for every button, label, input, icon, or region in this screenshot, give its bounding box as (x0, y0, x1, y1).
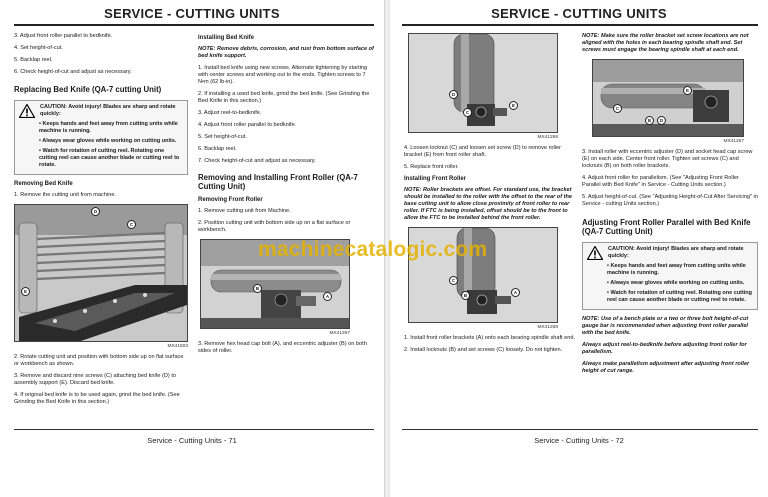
right-column-2 (582, 33, 758, 380)
step: 3. Adjust front roller parallel to bedknife. (14, 33, 113, 39)
title-rule (402, 24, 758, 26)
step: 4. Loosen locknut (C) and loosen set screw (D) to remove roller bracket (E) from front roller shaft. (404, 145, 562, 158)
note: NOTE: Make sure the roller bracket set screw locations are not aligned with the holes in each bearing spindle shaft end. Set screws must engage the bearing spindle shaft at each end. (582, 33, 749, 53)
callout-e: E (683, 86, 692, 95)
caution-bullet: • Keeps hands and feet away from cutting units while machine is running. (39, 121, 178, 134)
step: 6. Backlap reel. (198, 146, 237, 152)
caution-box (14, 100, 188, 175)
figure-bed-knife (14, 204, 188, 342)
caution-bullet: • Watch for rotation of cutting reel. Rotating one cutting reel can cause another blade or cutting reel to rotate. (39, 148, 180, 168)
figure-eccentric-adjuster (592, 59, 744, 137)
figure-illustration (593, 60, 744, 137)
section-heading: Replacing Bed Knife (QA-7 cutting Unit) (14, 85, 162, 94)
callout-c: C (449, 276, 458, 285)
sub-heading: Installing Bed Knife (198, 35, 255, 41)
warning-triangle-icon (19, 104, 35, 118)
footer-rule (402, 429, 758, 430)
figure-id: MX41267 (329, 331, 350, 336)
sub-heading: Installing Front Roller (404, 176, 467, 182)
section-heading: Adjusting Front Roller Parallel with Bed Knife (QA-7 Cutting Unit) (582, 218, 751, 236)
title-rule (14, 24, 374, 26)
step: 2. If installing a used bed knife, grind the bed knife. (See Grinding the Bed Knife in this section.) (198, 91, 370, 104)
step: 4. Adjust front roller for parallelism. (See "Adjusting Front Roller Parallel with Bed Knife" in Service - Cutting Units section.) (582, 175, 739, 188)
note: NOTE: Roller brackets are offset. For standard use, the bracket should be installed to the roller with the offset to the rear of the base cutting unit to allow close proximity of front roller to rear roller. If FTC is being installed, offset should be to the front to allow the FTC to be installed behind the front roller. (404, 187, 573, 221)
callout-b: B (461, 291, 470, 300)
callout-c: C (127, 220, 136, 229)
step: 3. Remove hex head cap bolt (A), and eccentric adjuster (B) on both sides of roller. (198, 341, 367, 354)
callout-a: A (323, 292, 332, 301)
step: 3. Remove and discard nine screws (C) attaching bed knife (D) to assembly support (E). Discard bed knife. (14, 373, 176, 386)
callout-d: D (91, 207, 100, 216)
note: NOTE: Use of a bench plate or a two or three bolt height-of-cut gauge bar is recommended when adjusting front roller parallel with the bed knife. (582, 316, 749, 336)
step: 5. Set height-of-cut. (198, 134, 247, 140)
callout-e: E (509, 101, 518, 110)
warning-triangle-icon (587, 246, 603, 260)
caution-box (582, 242, 758, 310)
section-heading: Removing and Installing Front Roller (QA-7 Cutting Unit) (198, 173, 358, 191)
figure-illustration (15, 205, 188, 342)
left-column-1 (14, 33, 188, 411)
step: 1. Install front roller brackets (A) onto each bearing spindle shaft end. (404, 335, 576, 341)
step: 1. Remove cutting unit from Machine. (198, 208, 291, 214)
caution-head: CAUTION: Avoid injury! Blades are sharp and rotate quickly: (40, 104, 176, 117)
caution-bullet: • Always wear gloves while working on cutting units. (607, 280, 745, 286)
sub-heading: Removing Front Roller (198, 197, 263, 203)
step: 4. Set height-of-cut. (14, 45, 63, 51)
caution-bullet: • Watch for rotation of cutting reel. Rotating one cutting reel can cause another blade or cutting reel to rotate. (607, 290, 753, 303)
callout-b: B (645, 116, 654, 125)
figure-id: MX41268 (537, 135, 558, 140)
step: 3. Adjust reel-to-bedknife. (198, 110, 262, 116)
callout-e: E (21, 287, 30, 296)
step: 1. Remove the cutting unit from machine. (14, 192, 116, 198)
footer-rule (14, 429, 374, 430)
figure-id: MX41503 (167, 344, 188, 349)
step: 4. If original bed knife is to be used again, grind the bed knife. (See Grinding the Bed Knife in this section.) (14, 392, 180, 405)
step: 2. Install locknuts (B) and set screws (C) loosely. Do not tighten. (404, 347, 563, 353)
figure-id: MX41267 (723, 139, 744, 144)
page-footer: Service - Cutting Units - 71 (147, 436, 237, 445)
step: 2. Position cutting unit with bottom side up on a flat surface or workbench. (198, 220, 351, 233)
step: 5. Backlap reel. (14, 57, 53, 63)
step: 5. Adjust height-of-cut. (See "Adjusting Height-of-Cut After Servicing" in Service - cutting Units section.) (582, 194, 758, 207)
step: 5. Replace front roller. (404, 164, 459, 170)
left-column-2 (198, 33, 374, 360)
callout-c: C (463, 108, 472, 117)
callout-d: D (657, 116, 666, 125)
watermark: machinecatalogic.com (258, 238, 488, 261)
sub-heading: Removing Bed Knife (14, 181, 73, 187)
step: 3. Install roller with eccentric adjuster (D) and socket head cap screw (E) on each side. Center front roller. Tighten set screws (C) and locknuts (B) on both roller brackets. (582, 149, 753, 169)
step: 7. Check height-of-cut and adjust as necessary. (198, 158, 316, 164)
callout-d: D (449, 90, 458, 99)
caution-head: CAUTION: Avoid injury! Blades are sharp and rotate quickly: (608, 246, 744, 259)
figure-illustration (409, 34, 558, 133)
step: 2. Rotate cutting unit and position with bottom side up on flat surface or workbench as shown. (14, 354, 184, 367)
note: Always make parallelism adjustment after adjusting front roller height of cut range. (582, 361, 750, 374)
page-footer: Service - Cutting Units - 72 (534, 436, 624, 445)
note: Always adjust reel-to-bedknife before adjusting front roller for parallelism. (582, 342, 747, 355)
callout-b: B (253, 284, 262, 293)
caution-bullet: • Always wear gloves while working on cutting units. (39, 138, 177, 144)
callout-a: A (511, 288, 520, 297)
page-title: SERVICE - CUTTING UNITS (104, 6, 280, 21)
step: 6. Check height-of-cut and adjust as necessary. (14, 69, 132, 75)
step: 1. Install bed knife using new screws. Alternate tightening by starting with center screws and working out to the ends. Tighten screws to 7 N•m (62 lb-in). (198, 65, 368, 85)
right-column-1 (404, 33, 576, 359)
figure-roller-bracket (408, 33, 558, 133)
figure-id: MX41268 (537, 325, 558, 330)
callout-c: C (613, 104, 622, 113)
caution-bullet: • Keeps hands and feet away from cutting units while machine is running. (607, 263, 746, 276)
note: NOTE: Remove debris, corrosion, and rust from bottom surface of bed knife support. (198, 46, 374, 59)
page-title: SERVICE - CUTTING UNITS (491, 6, 667, 21)
step: 4. Adjust front roller parallel to bedknife. (198, 122, 297, 128)
